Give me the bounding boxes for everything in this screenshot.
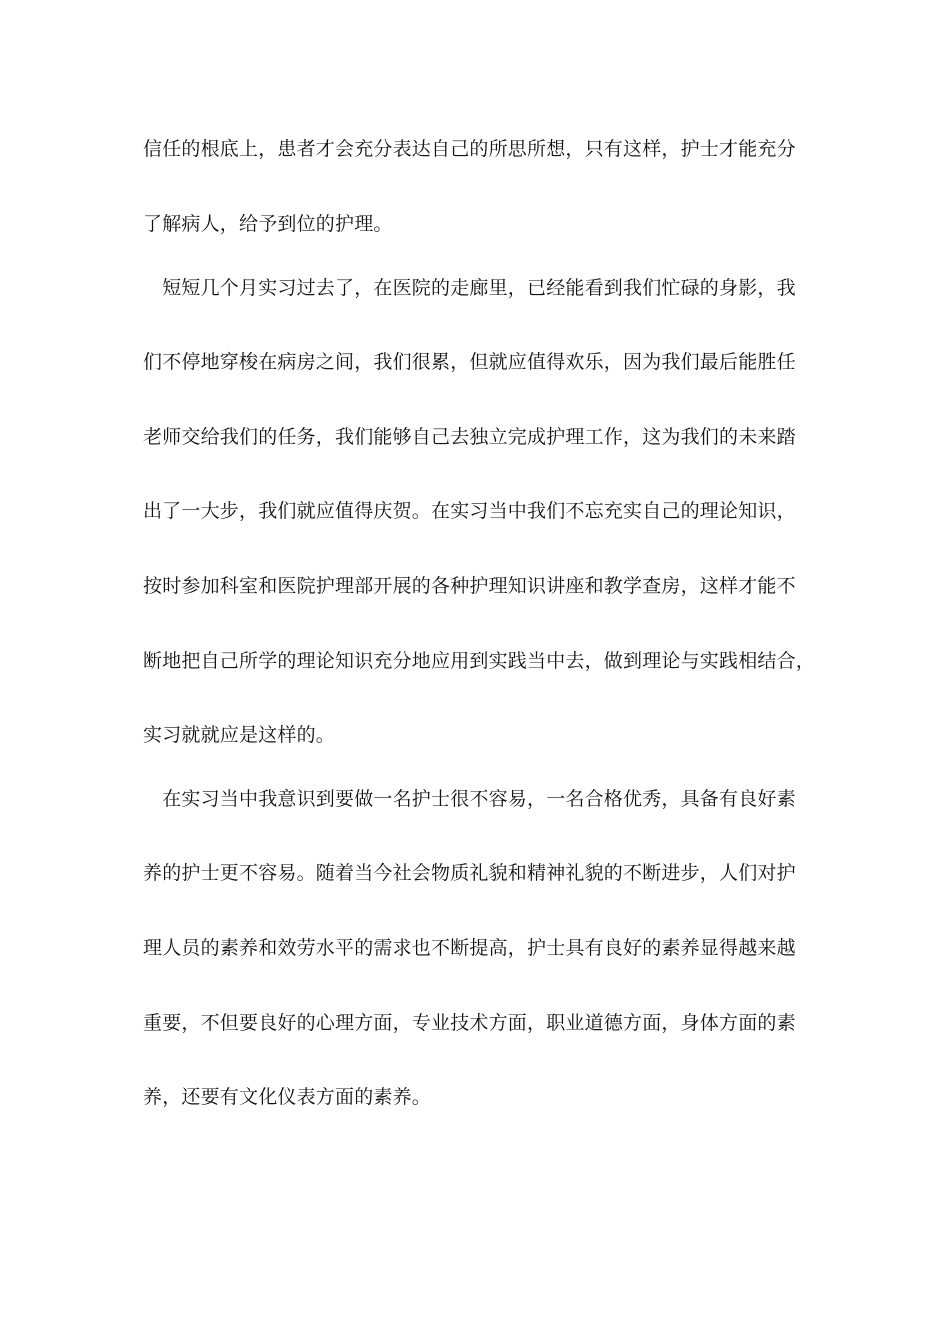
text-line: 短短几个月实习过去了，在医院的走廊里，已经能看到我们忙碌的身影，我 [143,277,796,299]
text-line: 重要，不但要良好的心理方面，专业技术方面，职业道德方面，身体方面的素 [143,1012,796,1034]
text-line: 出了一大步，我们就应值得庆贺。在实习当中我们不忘充实自己的理论知识， [143,500,796,522]
text-line: 按时参加科室和医院护理部开展的各种护理知识讲座和教学查房，这样才能不 [143,575,796,597]
text-line: 理人员的素养和效劳水平的需求也不断提高，护士具有良好的素养显得越来越 [143,937,796,959]
text-line: 老师交给我们的任务，我们能够自己去独立完成护理工作，这为我们的未来踏 [143,426,796,448]
text-line: 信任的根底上，患者才会充分表达自己的所思所想，只有这样，护士才能充分 [143,138,796,160]
text-line: 们不停地穿梭在病房之间，我们很累，但就应值得欢乐，因为我们最后能胜任 [143,351,796,373]
text-line: 在实习当中我意识到要做一名护士很不容易，一名合格优秀，具备有良好素 [143,788,796,810]
text-line: 实习就就应是这样的。 [143,724,336,746]
text-line: 养，还要有文化仪表方面的素养。 [143,1086,432,1108]
text-line: 了解病人，给予到位的护理。 [143,213,393,235]
text-line: 养的护士更不容易。随着当今社会物质礼貌和精神礼貌的不断进步，人们对护 [143,862,796,884]
text-line: 断地把自己所学的理论知识充分地应用到实践当中去，做到理论与实践相结合， [143,650,816,672]
